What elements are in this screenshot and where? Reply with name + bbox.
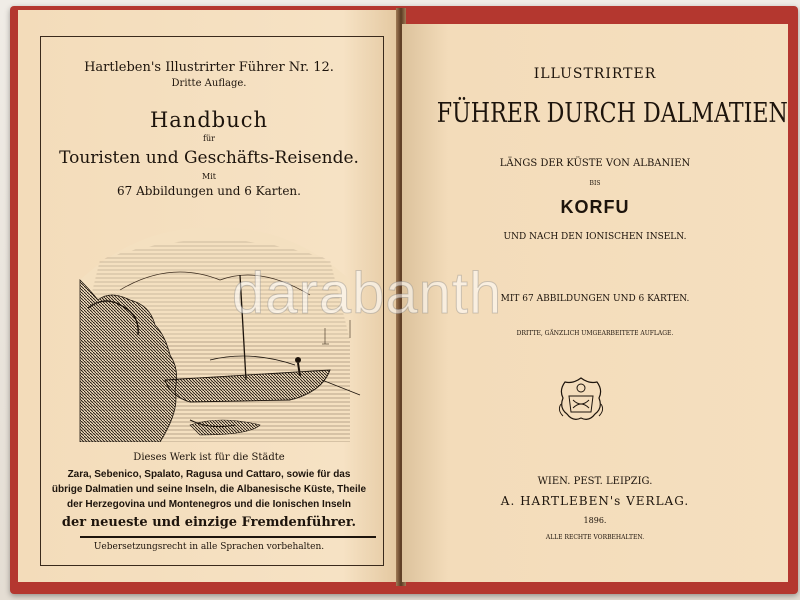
bis-word: BIS — [589, 180, 601, 187]
subtitle-2: UND NACH DEN IONISCHEN INSELN. — [503, 232, 687, 242]
main-title: FÜHRER DURCH DALMATIEN — [436, 98, 788, 129]
publisher-line: A. HARTLEBEN's VERLAG. — [500, 494, 690, 508]
handbuch-heading: Handbuch — [149, 108, 269, 132]
rights-line: ALLE RECHTE VORBEHALTEN. — [545, 534, 645, 541]
rights-note: Uebersetzungsrecht in alle Sprachen vorbehalten. — [93, 542, 325, 552]
cities-line-1: Zara, Sebenico, Spalato, Ragusa und Cattaro, sowie für das — [67, 469, 351, 480]
divider-rule — [80, 536, 376, 538]
cities-line-3: der Herzegovina und Montenegros und die Ionischen Inseln — [67, 499, 351, 510]
tagline: der neueste und einzige Fremdenführer. — [61, 515, 357, 530]
illustrations-line: MIT 67 ABBILDUNGEN UND 6 KARTEN. — [500, 294, 690, 304]
watermark-text: darabanth — [232, 261, 503, 326]
edition-line: DRITTE, GÄNZLICH UMGEARBEITETE AUFLAGE. — [516, 330, 674, 337]
cities-line: WIEN. PEST. LEIPZIG. — [537, 476, 653, 487]
intro-line: Dieses Werk ist für die Städte — [133, 452, 285, 463]
destination-title: KORFU — [560, 197, 630, 217]
subtitle: LÄNGS DER KÜSTE VON ALBANIEN — [499, 158, 691, 169]
cities-line-2: übrige Dalmatien und seine Inseln, die Albanesische Küste, Theile — [51, 484, 367, 495]
illustrations-line: 67 Abbildungen und 6 Karten. — [117, 184, 301, 198]
overline-title: ILLUSTRIRTER — [533, 66, 657, 82]
coastal-boat-engraving — [60, 220, 368, 442]
audience-line: Touristen und Geschäfts-Reisende. — [59, 148, 359, 168]
mit-word: Mit — [202, 172, 216, 181]
series-title: Hartleben's Illustrirter Führer Nr. 12. — [84, 60, 334, 75]
edition-note: Dritte Auflage. — [171, 78, 247, 89]
fuer-word: für — [203, 134, 215, 143]
publisher-emblem-icon — [555, 374, 607, 424]
year-line: 1896. — [583, 516, 607, 525]
